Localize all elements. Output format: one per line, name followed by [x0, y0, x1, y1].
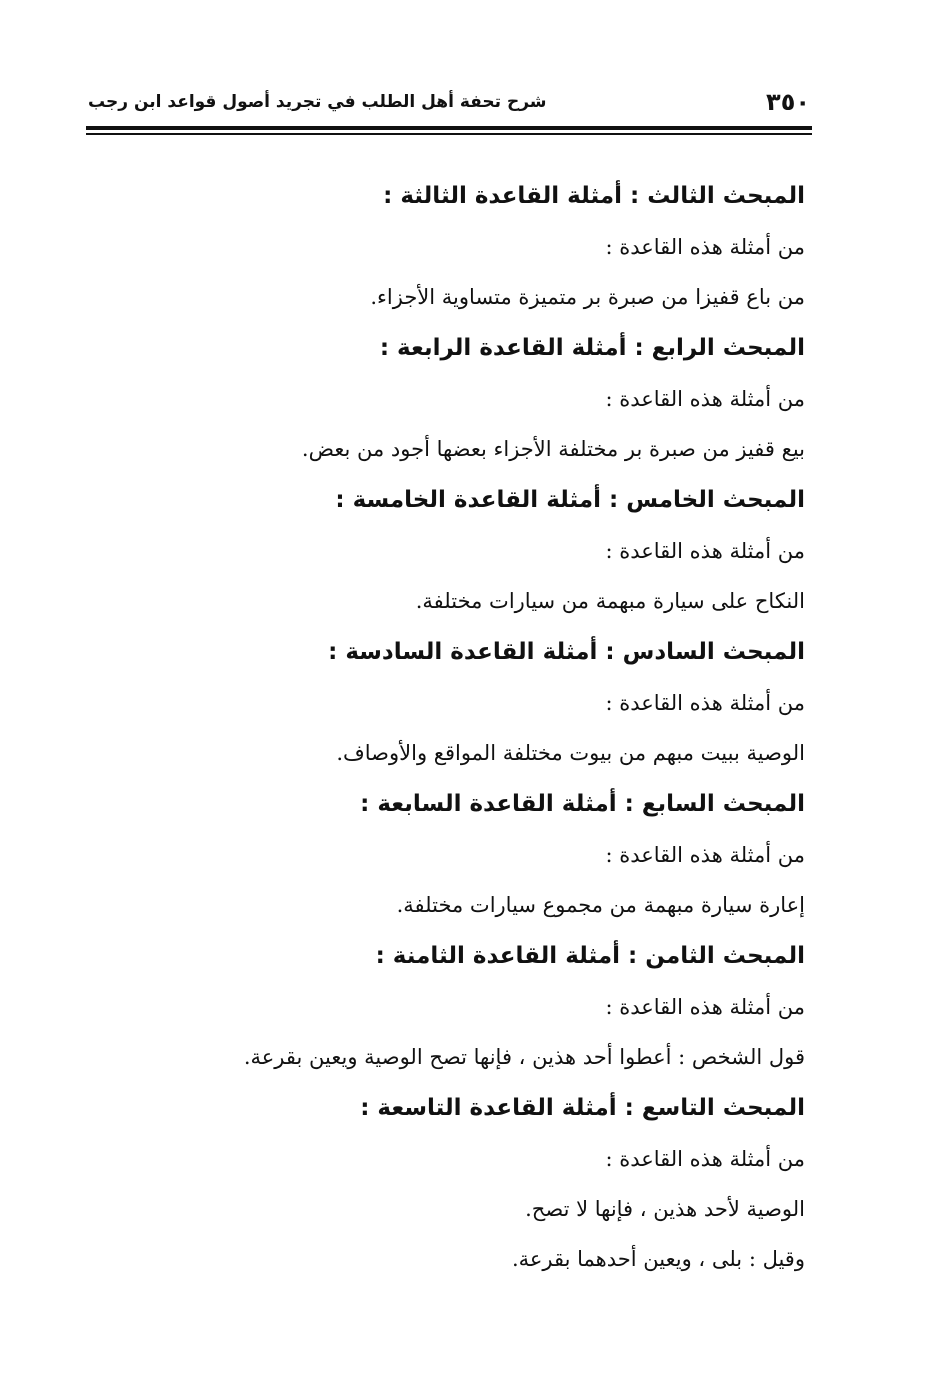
body-line: من باع قفيزا من صبرة بر متميزة متساوية الأجزاء. — [370, 285, 805, 309]
body-line: من أمثلة هذه القاعدة : — [605, 691, 805, 715]
body-line: من أمثلة هذه القاعدة : — [605, 1147, 805, 1171]
section-6 — [150, 626, 805, 778]
section-heading: المبحث الثامن : أمثلة القاعدة الثامنة : — [375, 943, 805, 969]
section-4 — [150, 322, 805, 474]
section-9 — [150, 1082, 805, 1284]
header-rule-thick — [86, 126, 812, 130]
body-line: من أمثلة هذه القاعدة : — [605, 995, 805, 1019]
body-line: بيع قفيز من صبرة بر مختلفة الأجزاء بعضها أجود من بعض. — [301, 437, 805, 461]
section-3 — [150, 170, 805, 322]
body-line: من أمثلة هذه القاعدة : — [605, 539, 805, 563]
body-line: من أمثلة هذه القاعدة : — [605, 235, 805, 259]
body-line: النكاح على سيارة مبهمة من سيارات مختلفة. — [415, 589, 805, 613]
body-line: إعارة سيارة مبهمة من مجموع سيارات مختلفة. — [396, 893, 805, 917]
header-rule-thin — [86, 133, 812, 135]
body-line: قول الشخص : أعطوا أحد هذين ، فإنها تصح الوصية ويعين بقرعة. — [243, 1045, 805, 1069]
section-heading: المبحث الثالث : أمثلة القاعدة الثالثة : — [383, 183, 805, 209]
body-line: الوصية لأحد هذين ، فإنها لا تصح. — [525, 1197, 805, 1221]
body-line: وقيل : بلى ، ويعين أحدهما بقرعة. — [511, 1247, 805, 1271]
body-line: الوصية ببيت مبهم من بيوت مختلفة المواقع والأوصاف. — [336, 741, 805, 765]
running-header — [88, 88, 810, 122]
section-heading: المبحث السابع : أمثلة القاعدة السابعة : — [360, 791, 805, 817]
section-heading: المبحث الخامس : أمثلة القاعدة الخامسة : — [335, 487, 805, 513]
section-heading: المبحث الرابع : أمثلة القاعدة الرابعة : — [379, 335, 805, 361]
section-8 — [150, 930, 805, 1082]
page-number: ٣٥٠ — [766, 88, 810, 116]
section-5 — [150, 474, 805, 626]
section-7 — [150, 778, 805, 930]
body-line: من أمثلة هذه القاعدة : — [605, 843, 805, 867]
page-body — [150, 170, 805, 1284]
section-heading: المبحث السادس : أمثلة القاعدة السادسة : — [328, 639, 805, 665]
running-header-title: شرح تحفة أهل الطلب في تجريد أصول قواعد ابن رجب — [88, 92, 547, 112]
section-heading: المبحث التاسع : أمثلة القاعدة التاسعة : — [360, 1095, 805, 1121]
body-line: من أمثلة هذه القاعدة : — [605, 387, 805, 411]
